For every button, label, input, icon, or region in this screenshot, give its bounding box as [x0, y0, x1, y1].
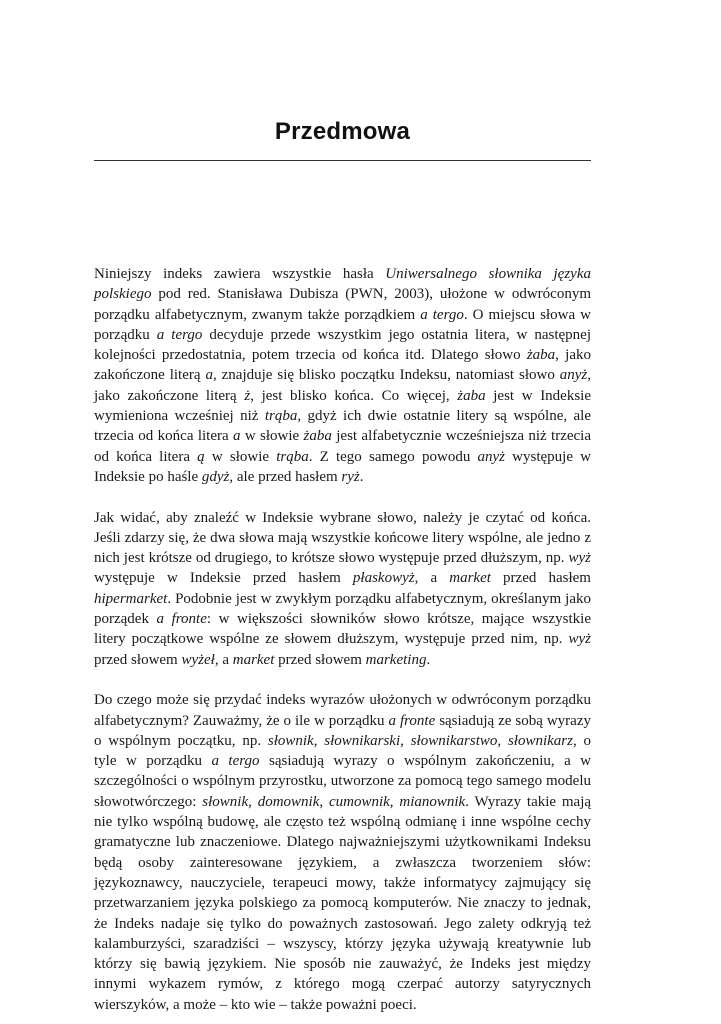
- text-run: jest alfabetycznie wcześniejsza niż trzecia od końca litera: [94, 428, 591, 465]
- text-run: . Podobnie jest w zwykłym porządku alfabetycznym, określanym jako porządek: [94, 590, 591, 628]
- text-run: , jako zakończone literą: [94, 367, 591, 404]
- italic-term: a tergo: [211, 753, 260, 770]
- paragraph-1: [94, 264, 591, 487]
- text-run: : w większości słowników słowo krótsze, mające wszystkie litery początkowe wspólne ze słowem dłuższym, występuje przed nim, np.: [94, 611, 591, 648]
- italic-term: ą: [197, 448, 205, 465]
- text-run: Niniejszy indeks zawiera wszystkie hasła: [94, 266, 386, 282]
- italic-term: mianownik: [399, 793, 466, 810]
- text-run: .: [426, 651, 431, 668]
- italic-term: gdyż: [201, 468, 230, 485]
- text-run: występuje w Indeksie po haśle: [94, 448, 592, 485]
- text-run: , jako zakończone literą: [94, 347, 592, 384]
- text-run: , a: [414, 570, 450, 587]
- italic-term: żaba: [457, 387, 486, 404]
- text-run: pod red. Stanisława Dubisza (PWN, 2003), ułożone w odwróconym porządku alfabetycznym, zwanym także porządkiem: [94, 286, 591, 323]
- text-run: Jak widać, aby znaleźć w Indeksie wybrane słowo, należy je czytać od końca. Jeśli zdarzy się, że dwa słowa mają wszystkie końcowe litery wspólne, ale jedno z nich jest krótsze od drugiego, to krótsze słowo występuje przed dłuższym, np.: [94, 509, 591, 567]
- text-run: , znajduje się blisko początku Indeksu, natomiast słowo: [212, 367, 560, 384]
- italic-term: słownikarstwo: [410, 732, 498, 749]
- body-text: [94, 264, 591, 1015]
- text-run: ,: [400, 732, 411, 749]
- italic-term: wyżeł: [181, 651, 215, 668]
- italic-term: płaskowyż: [352, 570, 415, 587]
- text-run: ,: [313, 732, 325, 749]
- page-title: Przedmowa: [274, 118, 411, 145]
- text-run: jest w Indeksie wymieniona wcześniej niż: [94, 387, 592, 425]
- italic-term: ż: [244, 387, 251, 404]
- italic-term: żaba: [303, 428, 332, 445]
- italic-term: anyż: [559, 367, 588, 384]
- text-run: ,: [248, 793, 258, 810]
- italic-term: a: [205, 367, 213, 384]
- italic-term: słownikarski: [324, 732, 401, 749]
- italic-term: trąba: [276, 448, 309, 465]
- text-run: występuje w Indeksie przed hasłem: [94, 570, 353, 587]
- text-run: . O miejscu słowa w porządku: [94, 306, 592, 343]
- text-run: , o tyle w porządku: [94, 732, 592, 770]
- italic-term: słownikarz: [507, 732, 573, 749]
- italic-term: trąba: [264, 408, 298, 425]
- text-run: . Wyrazy takie mają nie tylko wspólną budowę, ale często też wspólną odmianę i inne wspólne cechy gramatyczne lub znaczeniowe. Dlatego najważniejszymi użytkownikami Indeksu będą osoby zainteresowane językiem, a zwłaszcza tworzeniem słów: językoznawcy, nauczyciele, terapeuci mowy, także informatycy zajmujący się przetwarzaniem języka polskiego za pomocą komputerów. Nie znaczy to jednak, że Indeks nadaje się tylko do poważnych zastosowań. Jego zalety odkryją też kalamburzyści, szaradziści – wszyscy, którzy języka używają kreatywnie lub którzy się bawią językiem. Nie sposób nie zauważyć, że Indeks jest między innymi wykazem rymów, z którego mogą czerpać autorzy satyrycznych wierszyków, a może – kto wie – także poważni poeci.: [94, 793, 592, 1013]
- italic-term: hipermarket: [94, 590, 168, 607]
- italic-term: słownik: [267, 732, 314, 749]
- text-run: w słowie: [240, 428, 304, 445]
- italic-term: ryż: [341, 468, 360, 485]
- text-run: ,: [497, 732, 508, 749]
- text-run: . Z tego samego powodu: [308, 448, 478, 465]
- italic-term: market: [449, 570, 491, 587]
- italic-term: a fronte: [388, 712, 436, 729]
- italic-term: wyż: [568, 550, 591, 567]
- text-run: przed hasłem: [490, 570, 591, 587]
- text-run: sąsiadują ze sobą wyrazy o wspólnym początku, np.: [94, 712, 591, 749]
- italic-term: a tergo: [420, 306, 464, 323]
- italic-term: a tergo: [156, 326, 203, 343]
- paragraph-2: [94, 508, 591, 670]
- italic-term: domownik: [257, 793, 320, 810]
- text-run: przed słowem: [274, 651, 366, 668]
- text-run: przed słowem: [94, 651, 182, 668]
- italic-term: słownik: [202, 793, 249, 810]
- text-run: , a: [214, 651, 233, 668]
- italic-term: anyż: [477, 448, 505, 465]
- text-run: w słowie: [204, 448, 277, 465]
- text-run: , ale przed hasłem: [229, 468, 342, 485]
- italic-term: market: [232, 651, 275, 668]
- italic-term: żaba: [526, 347, 556, 364]
- italic-term: cumownik: [328, 793, 390, 810]
- text-run: , gdyż ich dwie ostatnie litery są wspólne, ale trzecia od końca litera: [94, 408, 591, 445]
- paragraph-3: [94, 690, 591, 1015]
- text-run: ,: [319, 793, 329, 810]
- italic-term: marketing: [365, 651, 427, 668]
- text-run: Do czego może się przydać indeks wyrazów ułożonych w odwróconym porządku alfabetycznym? Zauważmy, że o ile w porządku: [94, 692, 591, 729]
- text-run: sąsiadują wyrazy o wspólnym zakończeniu, a w szczególności o wspólnym przyrostku, utworzone za pomocą tego samego modelu słowotwórczego:: [94, 753, 592, 810]
- text-run: decyduje przede wszystkim jego ostatnia litera, w następnej kolejności przedostatnia, potem trzecia od końca itd. Dlatego słowo: [94, 326, 592, 364]
- text-run: , jest blisko końca. Co więcej,: [250, 387, 458, 404]
- italic-term: wyż: [568, 631, 591, 648]
- italic-term: a fronte: [156, 611, 207, 628]
- italic-term: a: [233, 428, 241, 445]
- text-run: .: [359, 468, 364, 485]
- italic-term: Uniwersalnego słownika języka polskiego: [94, 266, 591, 303]
- text-run: ,: [389, 793, 400, 810]
- title-divider: [94, 160, 591, 161]
